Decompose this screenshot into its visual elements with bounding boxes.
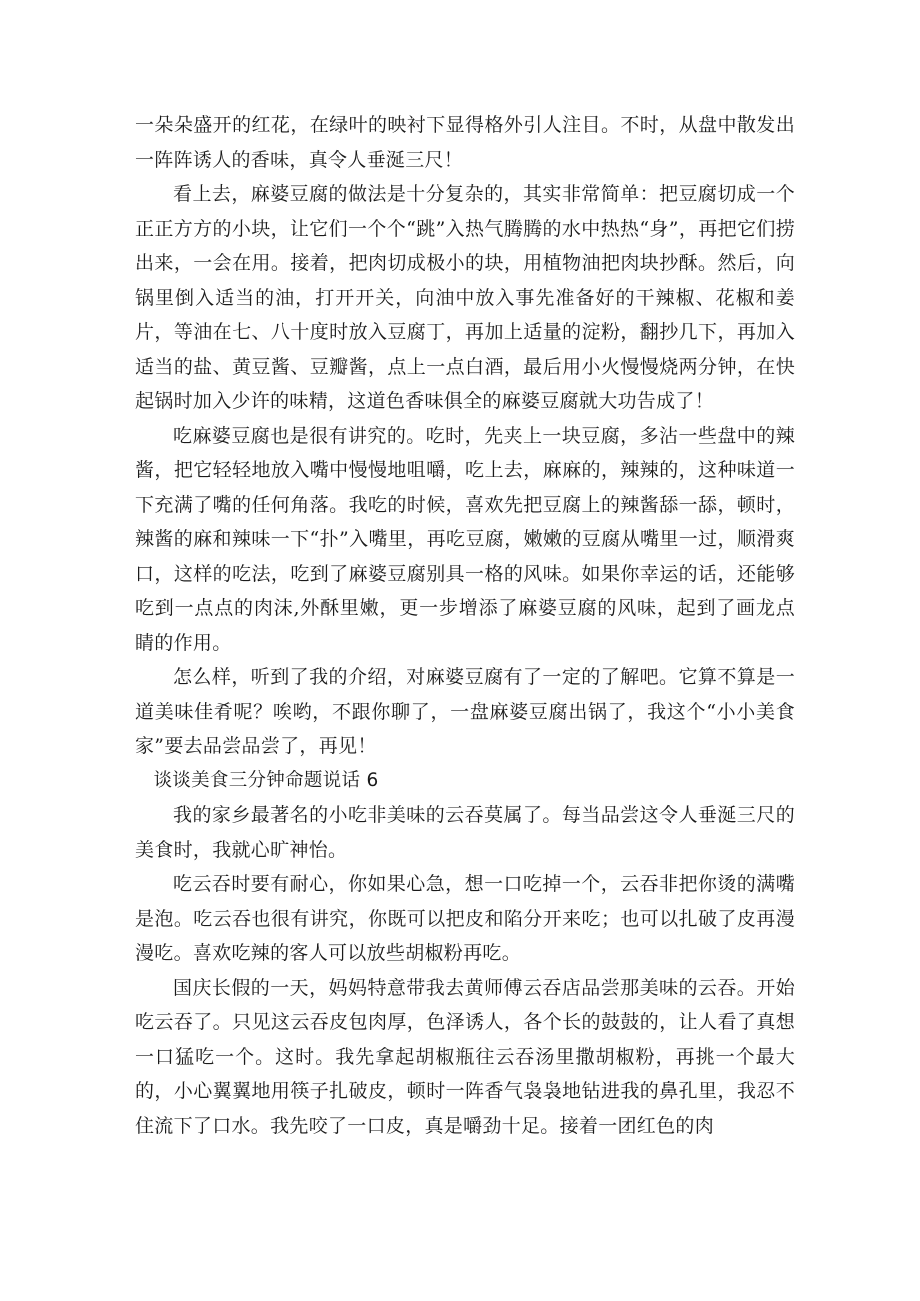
paragraph-flower-description: 一朵朵盛开的红花，在绿叶的映衬下显得格外引人注目。不时，从盘中散发出一阵阵诱人的香味，真令人垂涎三尺！ bbox=[135, 114, 795, 171]
paragraph-cooking-method: 看上去，麻婆豆腐的做法是十分复杂的，其实非常简单：把豆腐切成一个正正方方的小块，让它们一个个“跳”入热气腾腾的水中热热“身”，再把它们捞出来，一会在用。接着，把肉切成极小的块，用植物油把肉块抄酥。然后，向锅里倒入适当的油，打开开关，向油中放入事先准备好的干辣椒、花椒和姜片，等油在七、八十度时放入豆腐丁，再加上适量的淀粉，翻抄几下，再加入适当的盐、黄豆酱、豆瓣酱，点上一点白酒，最后用小火慢慢烧两分钟，在快起锅时加入少许的味精，这道色香味俱全的麻婆豆腐就大功告成了！ bbox=[135, 183, 795, 412]
paragraph-hometown-snack: 我的家乡最著名的小吃非美味的云吞莫属了。每当品尝这令人垂涎三尺的美食时，我就心旷神怡。 bbox=[135, 804, 795, 861]
section-heading: 谈谈美食三分钟命题说话 6 bbox=[153, 769, 379, 791]
document-page bbox=[135, 108, 795, 1143]
paragraph-eating-method: 吃麻婆豆腐也是很有讲究的。吃时，先夹上一块豆腐，多沾一些盘中的辣酱，把它轻轻地放入嘴中慢慢地咀嚼，吃上去，麻麻的，辣辣的，这种味道一下充满了嘴的任何角落。我吃的时候，喜欢先把豆腐上的辣酱舔一舔，顿时，辣酱的麻和辣味一下“扑”入嘴里，再吃豆腐，嫩嫩的豆腐从嘴里一过，顺滑爽口，这样的吃法，吃到了麻婆豆腐别具一格的风味。如果你幸运的话，还能够吃到一点点的肉沫,外酥里嫩，更一步增添了麻婆豆腐的风味，起到了画龙点睛的作用。 bbox=[135, 424, 795, 654]
paragraph-conclusion: 怎么样，听到了我的介绍，对麻婆豆腐有了一定的了解吧。它算不算是一道美味佳肴呢？唉哟，不跟你聊了，一盘麻婆豆腐出锅了，我这个“小小美食家”要去品尝品尝了，再见！ bbox=[135, 666, 795, 757]
paragraph-national-day: 国庆长假的一天，妈妈特意带我去黄师傅云吞店品尝那美味的云吞。开始吃云吞了。只见这云吞皮包肉厚，色泽诱人，各个长的鼓鼓的，让人看了真想一口猛吃一个。这时。我先拿起胡椒瓶往云吞汤里撒胡椒粉，再挑一个最大的，小心翼翼地用筷子扎破皮，顿时一阵香气袅袅地钻进我的鼻孔里，我忍不住流下了口水。我先咬了一口皮，真是嚼劲十足。接着一团红色的肉 bbox=[135, 976, 795, 1137]
paragraph-eating-patience: 吃云吞时要有耐心，你如果心急，想一口吃掉一个，云吞非把你烫的满嘴是泡。吃云吞也很有讲究，你既可以把皮和陷分开来吃；也可以扎破了皮再漫漫吃。喜欢吃辣的客人可以放些胡椒粉再吃。 bbox=[135, 873, 795, 964]
